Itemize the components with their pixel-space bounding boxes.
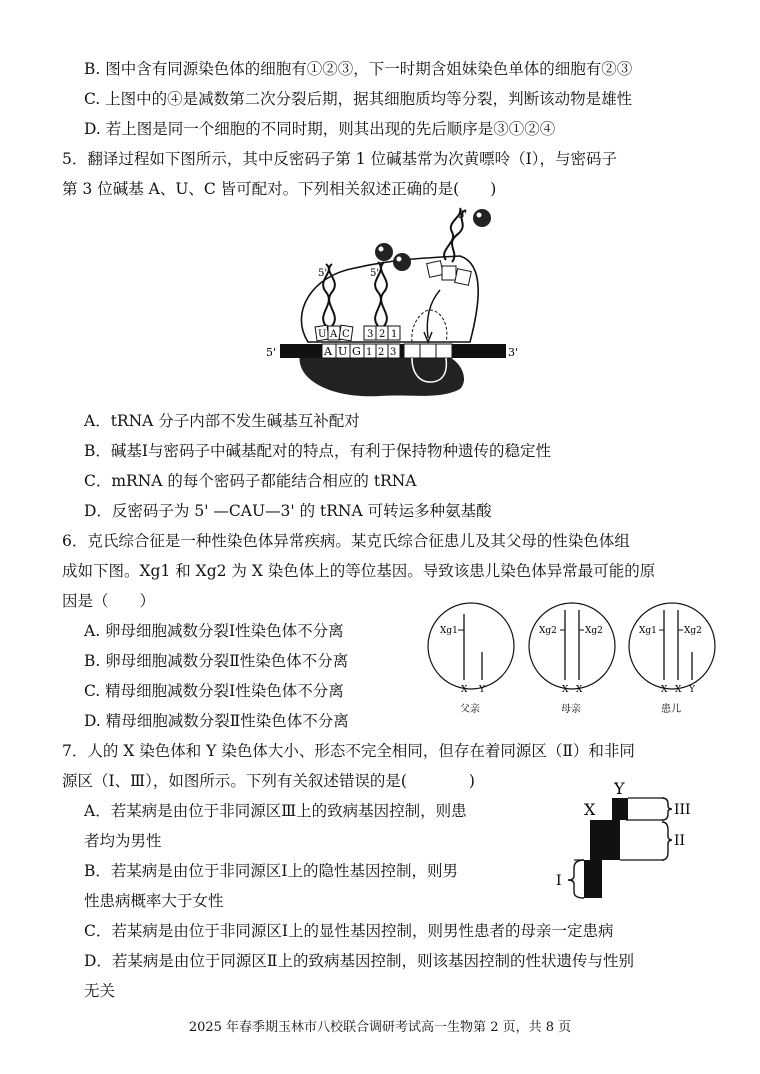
child-label: 患儿	[661, 704, 681, 715]
q5-option-c: C．mRNA 的每个密码子都能结合相应的 tRNA	[84, 472, 417, 490]
trna-right	[427, 208, 491, 285]
q7-option-d-line2: 无关	[84, 982, 116, 1000]
q7-option-a-line1: A．若某病是由位于非同源区Ⅲ上的致病基因控制，则患	[84, 802, 467, 820]
x-chromosome-lower	[584, 860, 602, 898]
mother-gene-xg2-left: Xg2	[539, 626, 557, 636]
q7-option-b-line2: 性患病概率大于女性	[84, 892, 224, 910]
codon-base-1: A	[324, 345, 332, 358]
q6-option-d: D. 精母细胞减数分裂Ⅱ性染色体不分离	[84, 712, 349, 730]
q7-stem-line1: 7．人的 X 染色体和 Y 染色体大小、形态不完全相同，但存在着同源区（Ⅱ）和非同	[62, 742, 635, 760]
child-gene-xg2: Xg2	[684, 626, 702, 636]
father-label: 父亲	[460, 704, 480, 715]
q5-option-b: B．碱基Ⅰ与密码子中碱基配对的特点，有利于保持物种遗传的稳定性	[84, 442, 552, 460]
brace-ii	[662, 822, 672, 860]
q5-option-a: A．tRNA 分子内部不发生碱基互补配对	[84, 412, 360, 430]
father-gene-xg1: Xg1	[440, 626, 458, 636]
child-chrom-y: Y	[689, 685, 695, 695]
brace-i	[568, 860, 584, 898]
karyotype-figure	[426, 600, 716, 718]
q7-option-c: C．若某病是由位于非同源区Ⅰ上的显性基因控制，则男性患者的母亲一定患病	[84, 922, 614, 940]
q5-stem-line1: 5．翻译过程如下图所示，其中反密码子第 1 位碱基常为次黄嘌呤（Ⅰ），与密码子	[62, 150, 617, 168]
label-iii: III	[674, 802, 691, 818]
q7-option-a-line2: 者均为男性	[84, 832, 162, 850]
trna-right-5-prime: 5'	[458, 210, 468, 221]
q4-option-c: C. 上图中的④是减数第二次分裂后期，据其细胞质均等分裂，判断该动物是雄性	[84, 90, 633, 108]
page-footer: 2025 年春季期玉林市八校联合调研考试高一生物第 2 页，共 8 页	[188, 1020, 572, 1035]
trna-left	[318, 264, 335, 326]
codon-pos-3: 3	[390, 347, 397, 358]
x-chromosome-upper	[590, 820, 606, 860]
anticodon-base-3: C	[342, 329, 350, 340]
mother-cell	[529, 603, 615, 715]
mrna-5-prime: 5'	[266, 346, 277, 359]
brace-iii	[662, 798, 672, 820]
child-chrom-x1: X	[661, 685, 668, 695]
mother-gene-xg2-right: Xg2	[585, 626, 603, 636]
amino-acid-1	[375, 243, 393, 261]
q6-stem-line2: 成如下图。Xg1 和 Xg2 为 X 染色体上的等位基因。导致该患儿染色体异常最可能的原	[62, 562, 656, 580]
mother-label: 母亲	[561, 704, 581, 715]
label-x: X	[584, 800, 596, 819]
q5-option-d: D．反密码子为 5' —CAU—3' 的 tRNA 可转运多种氨基酸	[84, 502, 492, 520]
q6-option-a: A. 卵母细胞减数分裂Ⅰ性染色体不分离	[84, 622, 344, 640]
child-chrom-x2: X	[675, 685, 682, 695]
trna-middle	[370, 243, 411, 326]
ribosome-small-subunit	[300, 354, 465, 396]
q6-stem-line1: 6．克氏综合征是一种性染色体异常疾病。某克氏综合征患儿及其父母的性染色体组	[62, 532, 630, 550]
anticodon-base-1: U	[318, 329, 327, 340]
q7-stem-line2: 源区（Ⅰ、Ⅲ），如图所示。下列有关叙述错误的是( )	[62, 772, 475, 790]
trna-left-5-prime: 5'	[318, 268, 328, 279]
codon-base-2: U	[338, 345, 348, 358]
mother-chrom-x1: X	[562, 685, 569, 695]
father-cell	[428, 603, 514, 715]
translation-figure	[260, 204, 530, 404]
y-chromosome-top	[612, 798, 628, 820]
codon-pos-2: 2	[378, 347, 385, 358]
label-i: I	[556, 873, 562, 889]
q5-stem-line2: 第 3 位碱基 A、U、C 皆可配对。下列相关叙述正确的是( )	[62, 180, 497, 198]
label-ii: II	[674, 833, 686, 849]
anticodon-base-2: A	[330, 329, 338, 340]
q4-option-d: D. 若上图是同一个细胞的不同时期，则其出现的先后顺序是③①②④	[84, 120, 556, 138]
mother-chrom-x2: X	[576, 685, 583, 695]
q6-option-c: C. 精母细胞减数分裂Ⅰ性染色体不分离	[84, 682, 344, 700]
child-cell	[629, 603, 715, 715]
label-y: Y	[614, 782, 625, 798]
y-chromosome-body	[606, 820, 620, 860]
entry-arrow	[427, 290, 440, 338]
q4-option-b: B. 图中含有同源染色体的细胞有①②③，下一时期含姐妹染色单体的细胞有②③	[84, 60, 633, 78]
anticodon-pos-1: 1	[391, 329, 398, 340]
q7-option-d-line1: D．若某病是由位于同源区Ⅱ上的致病基因控制，则该基因控制的性状遗传与性别	[84, 952, 634, 970]
anticodon-pos-2: 2	[379, 329, 386, 340]
amino-acid-3	[473, 209, 491, 227]
codon-base-3: G	[352, 345, 361, 358]
trna-middle-5-prime: 5'	[370, 268, 380, 279]
xy-chromosome-figure	[526, 782, 706, 908]
anticodon-pos-3: 3	[367, 329, 374, 340]
amino-acid-2	[393, 253, 411, 271]
mrna-3-prime: 3'	[508, 346, 519, 359]
codon-pos-1: 1	[366, 347, 373, 358]
father-chrom-x: X	[461, 685, 468, 695]
q7-option-b-line1: B．若某病是由位于非同源区Ⅰ上的隐性基因控制，则男	[84, 862, 459, 880]
q6-stem-line3: 因是（ ）	[62, 592, 156, 610]
father-chrom-y: Y	[479, 685, 485, 695]
child-gene-xg1: Xg1	[639, 626, 657, 636]
q6-option-b: B. 卵母细胞减数分裂Ⅱ性染色体不分离	[84, 652, 349, 670]
